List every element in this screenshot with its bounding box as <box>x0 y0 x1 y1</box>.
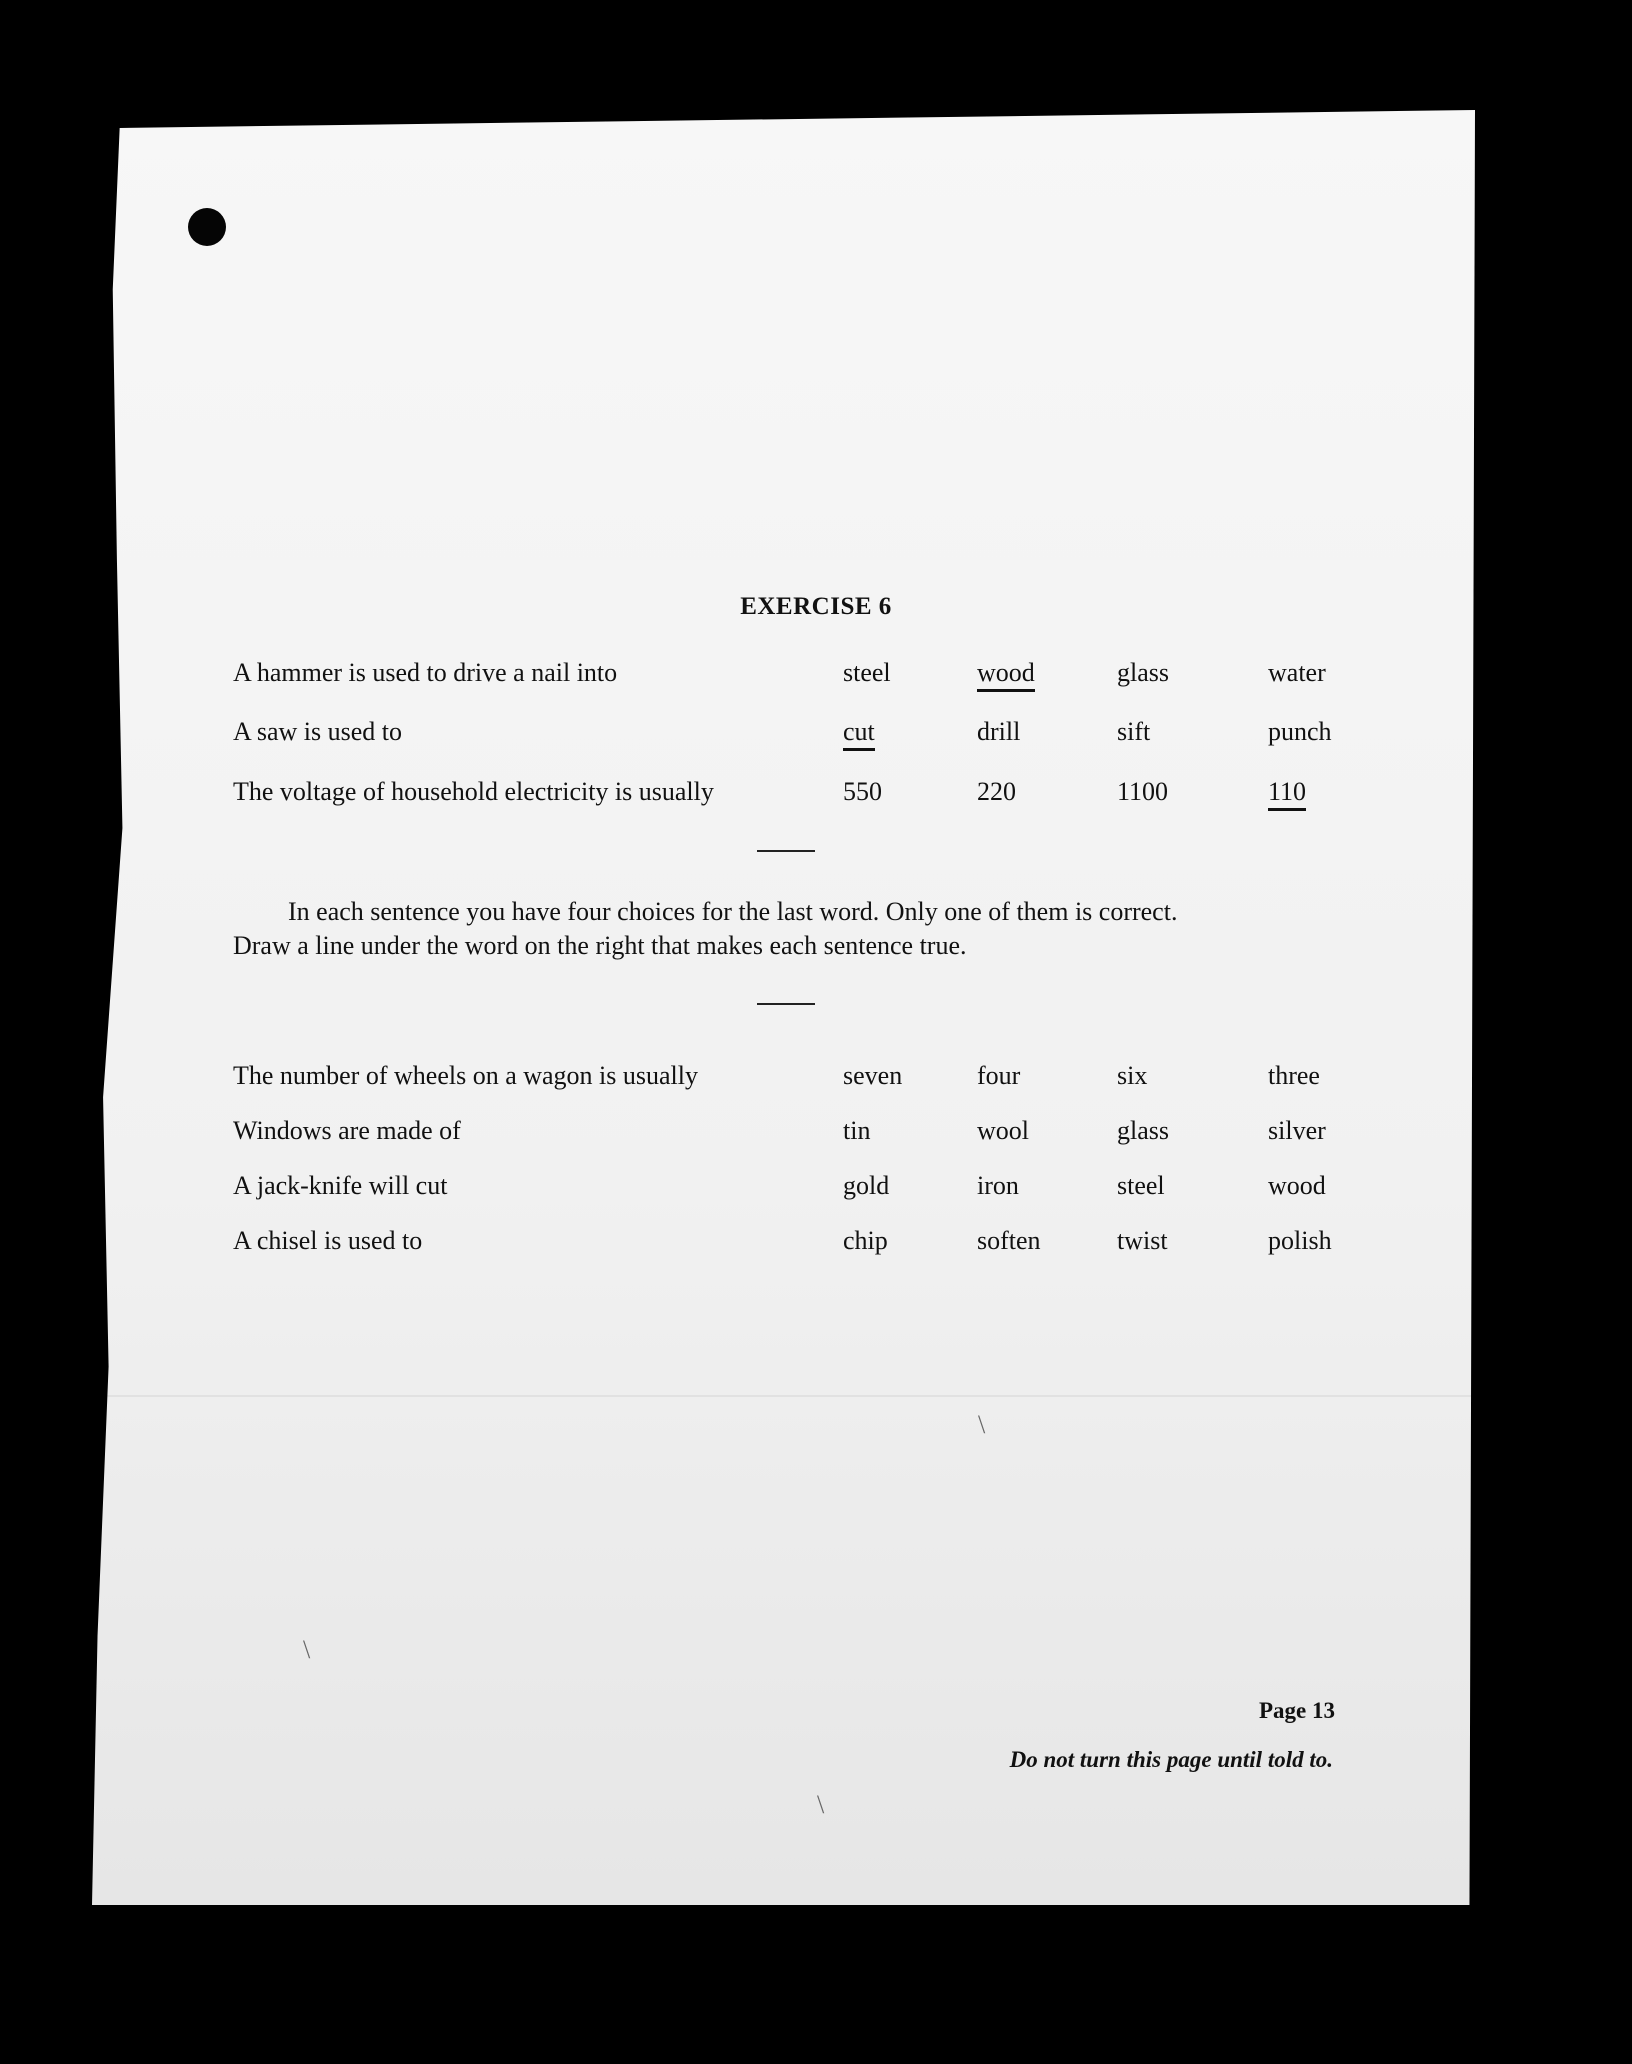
sentence-stem: The voltage of household electricity is usually <box>233 777 714 806</box>
answer-option-underlined[interactable]: cut <box>843 717 875 751</box>
answer-option[interactable]: four <box>977 1061 1021 1090</box>
answer-option[interactable]: glass <box>1117 1116 1169 1145</box>
answer-option[interactable]: drill <box>977 717 1021 746</box>
punch-hole <box>188 208 226 246</box>
answer-option[interactable]: soften <box>977 1226 1041 1255</box>
instructions <box>233 895 1343 963</box>
example-row <box>233 658 1343 698</box>
answer-option[interactable]: gold <box>843 1171 890 1200</box>
answer-option[interactable]: polish <box>1268 1226 1332 1255</box>
stray-mark: \ <box>817 1790 825 1819</box>
question-row <box>233 1171 1343 1211</box>
sentence-stem: Windows are made of <box>233 1116 461 1145</box>
sentence-stem: A jack-knife will cut <box>233 1171 448 1200</box>
separator-rule <box>757 1003 815 1005</box>
sentence-stem: A saw is used to <box>233 717 402 746</box>
answer-option[interactable]: three <box>1268 1061 1320 1090</box>
answer-option[interactable]: chip <box>843 1226 888 1255</box>
answer-option[interactable]: steel <box>1117 1171 1165 1200</box>
answer-option[interactable]: punch <box>1268 717 1332 746</box>
answer-option[interactable]: 550 <box>843 777 882 806</box>
paper-sheet <box>92 110 1475 1905</box>
answer-option[interactable]: water <box>1268 658 1326 687</box>
footer-note: Do not turn this page until told to. <box>1009 1747 1333 1772</box>
stray-mark: \ <box>303 1635 311 1664</box>
instructions-line: In each sentence you have four choices for the last word. Only one of them is correct. <box>288 897 1178 926</box>
example-row <box>233 777 1343 817</box>
question-row <box>233 1061 1343 1101</box>
answer-option[interactable]: iron <box>977 1171 1019 1200</box>
answer-option-underlined[interactable]: 110 <box>1268 777 1306 811</box>
sentence-stem: A hammer is used to drive a nail into <box>233 658 618 687</box>
answer-option[interactable]: wood <box>1268 1171 1326 1200</box>
answer-option-underlined[interactable]: wood <box>977 658 1035 692</box>
answer-option[interactable]: 220 <box>977 777 1016 806</box>
sentence-stem: A chisel is used to <box>233 1226 423 1255</box>
answer-option[interactable]: twist <box>1117 1226 1168 1255</box>
answer-option[interactable]: silver <box>1268 1116 1326 1145</box>
page-number: Page 13 <box>1258 1698 1335 1723</box>
instructions-line: Draw a line under the word on the right that makes each sentence true. <box>233 931 967 960</box>
example-row <box>233 717 1343 757</box>
answer-option[interactable]: steel <box>843 658 891 687</box>
stray-mark: \ <box>978 1410 986 1439</box>
answer-option[interactable]: tin <box>843 1116 871 1145</box>
question-row <box>233 1116 1343 1156</box>
answer-option[interactable]: sift <box>1117 717 1151 746</box>
fold-crease <box>92 1395 1475 1397</box>
separator-rule <box>757 850 815 852</box>
answer-option[interactable]: wool <box>977 1116 1029 1145</box>
question-row <box>233 1226 1343 1266</box>
exercise-title: EXERCISE 6 <box>740 593 892 620</box>
sentence-stem: The number of wheels on a wagon is usually <box>233 1061 699 1090</box>
answer-option[interactable]: six <box>1117 1061 1148 1090</box>
answer-option[interactable]: seven <box>843 1061 903 1090</box>
answer-option[interactable]: glass <box>1117 658 1169 687</box>
answer-option[interactable]: 1100 <box>1117 777 1169 806</box>
